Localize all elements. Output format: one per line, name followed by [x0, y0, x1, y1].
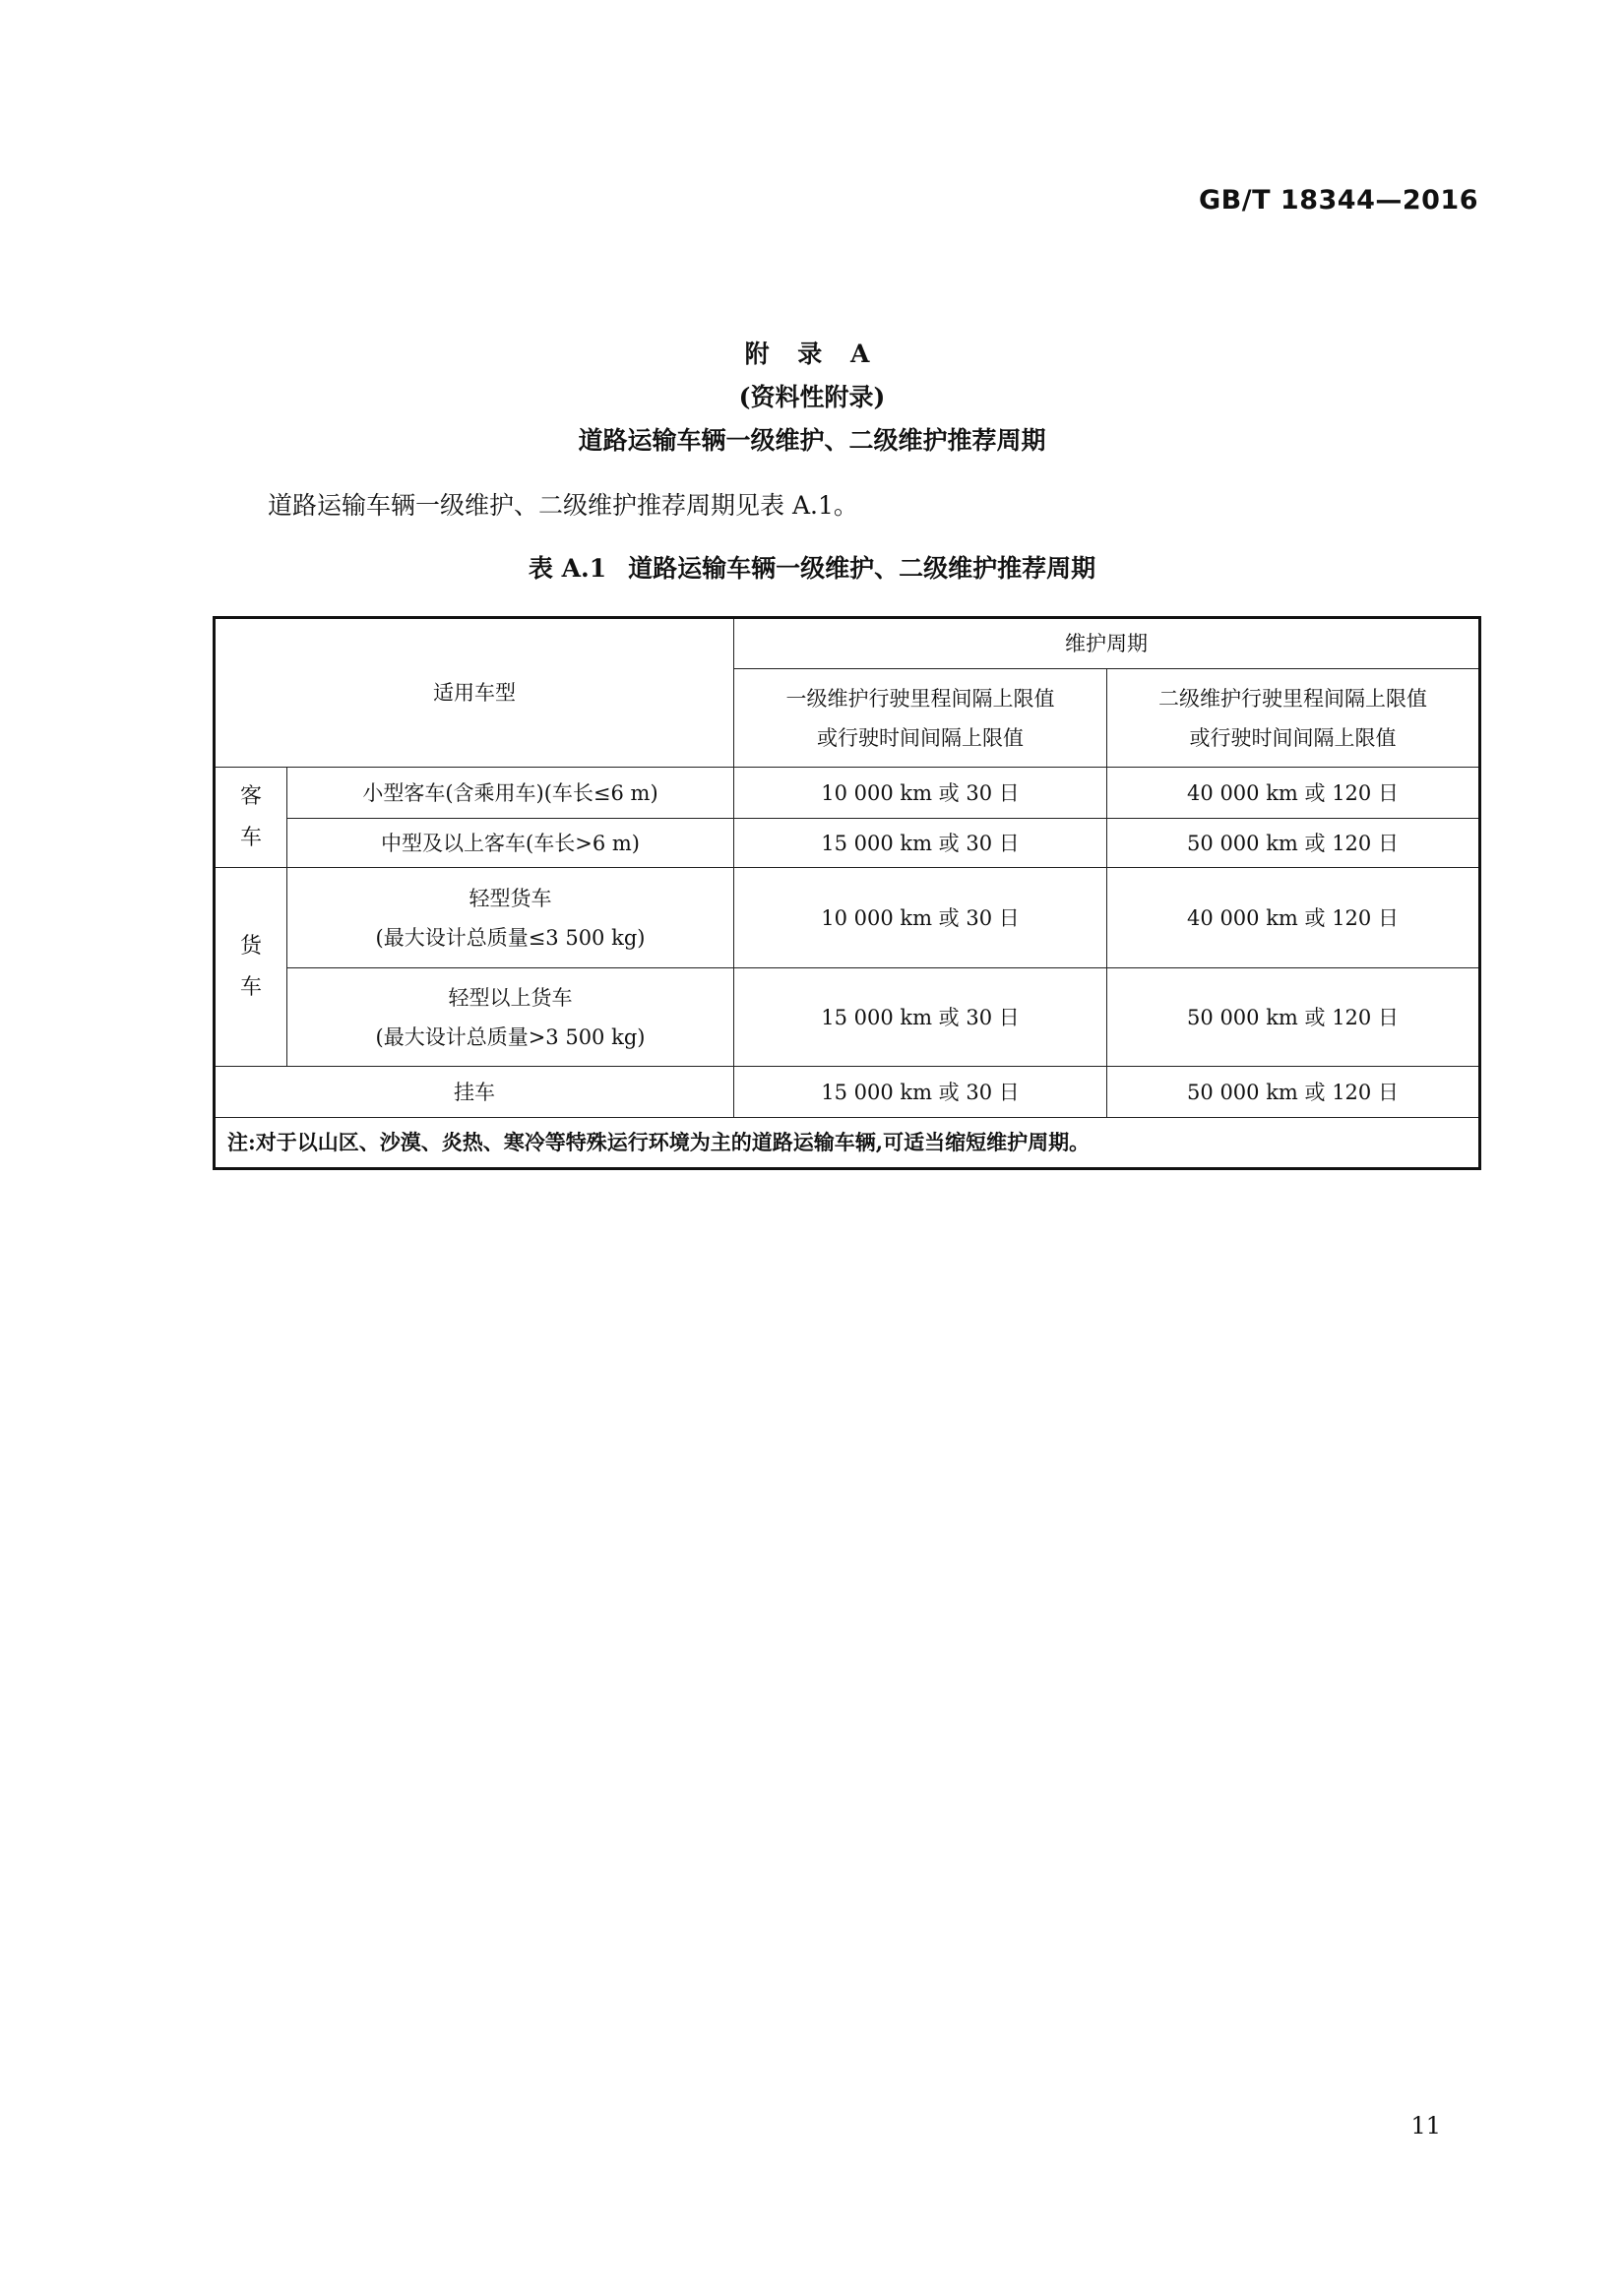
note-label: 注:: [227, 1130, 256, 1154]
group-label-char: 车: [239, 825, 262, 850]
table-row: [215, 1067, 1480, 1118]
vehicle-type-cell: [287, 768, 734, 819]
table-caption: [0, 549, 1624, 585]
table-title: 道路运输车辆一级维护、二级维护推荐周期: [628, 554, 1096, 583]
note-text: 对于以山区、沙漠、炎热、寒冷等特殊运行环境为主的道路运输车辆,可适当缩短维护周期。: [255, 1130, 1091, 1154]
page-number: 11: [1410, 2112, 1441, 2139]
annex-label: 附 录 A: [744, 340, 880, 368]
group-label-truck: [215, 868, 287, 1067]
level2-cell: 40 000 km 或 120 日: [1107, 768, 1480, 819]
table-row: [215, 968, 1480, 1067]
level2-cell: 50 000 km 或 120 日: [1107, 968, 1480, 1067]
annex-type: (资料性附录): [738, 383, 886, 411]
standard-id: GB/T 18344—2016: [1199, 185, 1478, 216]
header-vehicle-type: 适用车型: [215, 618, 734, 768]
vehicle-type-cell: [287, 819, 734, 868]
table-row: [215, 768, 1480, 819]
header-level2: [1107, 669, 1480, 768]
level2-cell: 50 000 km 或 120 日: [1107, 1067, 1480, 1118]
header-level1-line: 或行驶时间间隔上限值: [817, 725, 1024, 750]
vehicle-type-trailer: 挂车: [215, 1067, 734, 1118]
vehicle-type-line: 轻型货车: [468, 886, 552, 910]
header-level2-line: 二级维护行驶里程间隔上限值: [1158, 686, 1427, 711]
intro-paragraph: 道路运输车辆一级维护、二级维护推荐周期见表 A.1。: [268, 491, 858, 520]
vehicle-type-line: 中型及以上客车(车长>6 m): [381, 831, 640, 855]
level1-cell: 10 000 km 或 30 日: [734, 868, 1107, 968]
level1-cell: 15 000 km 或 30 日: [734, 819, 1107, 868]
group-label-bus: [215, 768, 287, 868]
group-label-char: 客: [239, 783, 262, 809]
vehicle-type-cell: [287, 868, 734, 968]
table-note-row: [215, 1118, 1480, 1169]
header-level1: [734, 669, 1107, 768]
level2-cell: 40 000 km 或 120 日: [1107, 868, 1480, 968]
level1-cell: 10 000 km 或 30 日: [734, 768, 1107, 819]
vehicle-type-cell: [287, 968, 734, 1067]
table-row: [215, 819, 1480, 868]
vehicle-type-line: (最大设计总质量≤3 500 kg): [375, 925, 646, 950]
level2-cell: 50 000 km 或 120 日: [1107, 819, 1480, 868]
level1-cell: 15 000 km 或 30 日: [734, 1067, 1107, 1118]
vehicle-type-line: (最大设计总质量>3 500 kg): [375, 1024, 646, 1049]
annex-title: 道路运输车辆一级维护、二级维护推荐周期: [578, 426, 1046, 455]
group-label-char: 货: [239, 933, 262, 959]
level1-cell: 15 000 km 或 30 日: [734, 968, 1107, 1067]
table-note: [215, 1118, 1480, 1169]
header-level1-line: 一级维护行驶里程间隔上限值: [785, 686, 1055, 711]
table-number: 表 A.1: [528, 554, 607, 583]
header-level2-line: 或行驶时间间隔上限值: [1189, 725, 1397, 750]
vehicle-type-line: 轻型以上货车: [448, 985, 573, 1010]
vehicle-type-line: 小型客车(含乘用车)(车长≤6 m): [362, 780, 658, 805]
maintenance-period-table: [213, 616, 1481, 1170]
header-maintenance-period: 维护周期: [734, 618, 1480, 669]
table-row: [215, 868, 1480, 968]
group-label-char: 车: [239, 974, 262, 1000]
